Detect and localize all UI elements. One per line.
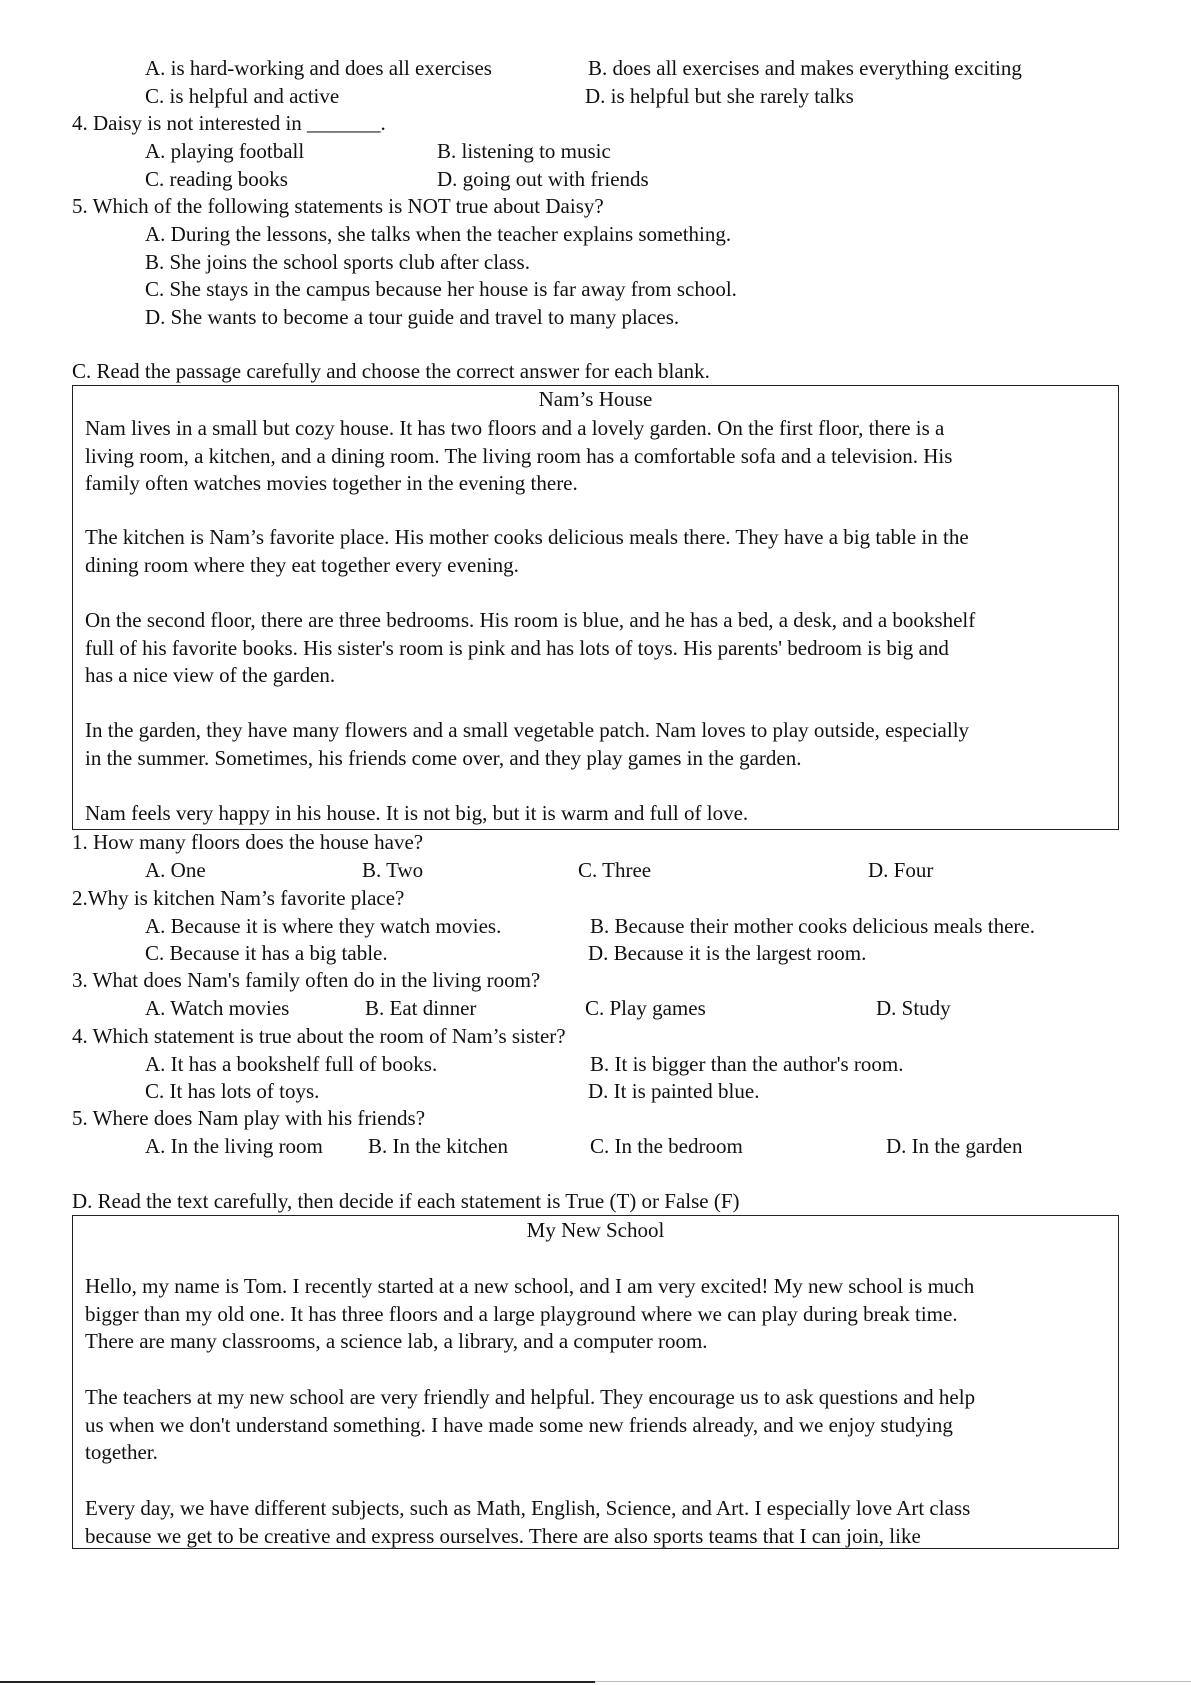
c-q1-option-d[interactable]: D. Four [868, 858, 934, 882]
c-q1-option-b[interactable]: B. Two [362, 858, 424, 882]
text-line: bigger than my old one. It has three floors and a large playground where we can play during break time. [85, 1301, 958, 1326]
page-bottom-rule [0, 1681, 595, 1683]
page-bottom-rule-right [595, 1681, 1191, 1682]
text-line: There are many classrooms, a science lab, a library, and a computer room. [85, 1329, 708, 1353]
passage-paragraph-3 [85, 607, 1145, 690]
text-line: Nam lives in a small but cozy house. It has two floors and a lovely garden. On the first floor, there is a [85, 416, 945, 440]
passage-paragraph-4 [85, 717, 1145, 772]
text-line: family often watches movies together in the evening there. [85, 471, 578, 495]
passage-paragraph-1 [85, 415, 1145, 498]
text-line: in the summer. Sometimes, his friends come over, and they play games in the garden. [85, 745, 802, 770]
passage-paragraph-2 [85, 1384, 1145, 1467]
c-q4-option-c[interactable]: C. It has lots of toys. [145, 1079, 320, 1103]
text-line: has a nice view of the garden. [85, 663, 336, 687]
c-q2-option-d[interactable]: D. Because it is the largest room. [588, 941, 867, 965]
text-line: In the garden, they have many flowers and a small vegetable patch. Nam loves to play outside, especially [85, 718, 970, 742]
c-q3-stem: 3. What does Nam's family often do in the living room? [72, 968, 541, 992]
text-line: The kitchen is Nam’s favorite place. His mother cooks delicious meals there. They have a big table in the [85, 525, 969, 549]
q5-option-b[interactable]: B. She joins the school sports club after class. [145, 250, 530, 274]
q4-option-a[interactable]: A. playing football [145, 139, 305, 163]
section-c-heading: C. Read the passage carefully and choose the correct answer for each blank. [72, 359, 710, 383]
text-line: dining room where they eat together every evening. [85, 552, 519, 577]
text-line: The teachers at my new school are very friendly and helpful. They encourage us to ask questions and help [85, 1385, 976, 1409]
c-q3-option-c[interactable]: C. Play games [585, 996, 706, 1020]
q5-option-d[interactable]: D. She wants to become a tour guide and travel to many places. [145, 305, 680, 329]
text-line: Every day, we have different subjects, such as Math, English, Science, and Art. I especially love Art class [85, 1496, 971, 1520]
c-q2-stem: 2.Why is kitchen Nam’s favorite place? [72, 886, 405, 910]
c-q4-option-a[interactable]: A. It has a bookshelf full of books. [145, 1052, 438, 1076]
text-line: On the second floor, there are three bedrooms. His room is blue, and he has a bed, a desk, and a bookshelf [85, 608, 976, 632]
c-q5-option-c[interactable]: C. In the bedroom [590, 1134, 743, 1158]
q4-option-c[interactable]: C. reading books [145, 167, 288, 191]
q5-option-c[interactable]: C. She stays in the campus because her house is far away from school. [145, 277, 737, 301]
c-q3-option-a[interactable]: A. Watch movies [145, 996, 290, 1020]
c-q5-stem: 5. Where does Nam play with his friends? [72, 1106, 426, 1130]
c-q3-option-d[interactable]: D. Study [876, 996, 951, 1020]
c-q4-stem: 4. Which statement is true about the room of Nam’s sister? [72, 1024, 566, 1048]
q4-stem: 4. Daisy is not interested in _______. [72, 111, 386, 135]
text-line: living room, a kitchen, and a dining room. The living room has a comfortable sofa and a television. His [85, 443, 953, 468]
c-q4-option-d[interactable]: D. It is painted blue. [588, 1079, 760, 1103]
text-line: because we get to be creative and express ourselves. There are also sports teams that I can join, like [85, 1523, 921, 1548]
text-line: together. [85, 1440, 158, 1464]
passage-paragraph-5 [85, 800, 1145, 828]
passage-paragraph-1 [85, 1273, 1145, 1356]
q3-option-c[interactable]: C. is helpful and active [145, 84, 340, 108]
text-line: Nam feels very happy in his house. It is not big, but it is warm and full of love. [85, 801, 749, 825]
text-line: us when we don't understand something. I have made some new friends already, and we enjoy studying [85, 1412, 953, 1437]
passage-paragraph-3 [85, 1495, 1145, 1550]
text-line: full of his favorite books. His sister's room is pink and has lots of toys. His parents' bedroom is big and [85, 635, 949, 660]
c-q2-option-a[interactable]: A. Because it is where they watch movies. [145, 914, 502, 938]
q3-option-b[interactable]: B. does all exercises and makes everything exciting [588, 56, 1022, 80]
q4-option-d[interactable]: D. going out with friends [437, 167, 649, 191]
q3-option-d[interactable]: D. is helpful but she rarely talks [585, 84, 854, 108]
c-q5-option-b[interactable]: B. In the kitchen [368, 1134, 508, 1158]
c-q5-option-a[interactable]: A. In the living room [145, 1134, 323, 1158]
passage-paragraph-2 [85, 524, 1145, 579]
passage-title: Nam’s House [538, 387, 653, 411]
q5-option-a[interactable]: A. During the lessons, she talks when the teacher explains something. [145, 222, 732, 246]
section-d-heading: D. Read the text carefully, then decide if each statement is True (T) or False (F) [72, 1189, 740, 1213]
q5-stem: 5. Which of the following statements is NOT true about Daisy? [72, 194, 604, 218]
c-q3-option-b[interactable]: B. Eat dinner [365, 996, 477, 1020]
c-q5-option-d[interactable]: D. In the garden [886, 1134, 1023, 1158]
c-q1-stem: 1. How many floors does the house have? [72, 830, 424, 854]
c-q2-option-b[interactable]: B. Because their mother cooks delicious meals there. [590, 914, 1035, 938]
c-q1-option-c[interactable]: C. Three [578, 858, 652, 882]
q4-option-b[interactable]: B. listening to music [437, 139, 611, 163]
c-q2-option-c[interactable]: C. Because it has a big table. [145, 941, 388, 965]
text-line: Hello, my name is Tom. I recently started at a new school, and I am very excited! My new school is much [85, 1274, 975, 1298]
c-q1-option-a[interactable]: A. One [145, 858, 206, 882]
passage-title: My New School [526, 1218, 665, 1242]
q3-option-a[interactable]: A. is hard-working and does all exercises [145, 56, 492, 80]
c-q4-option-b[interactable]: B. It is bigger than the author's room. [590, 1052, 904, 1076]
